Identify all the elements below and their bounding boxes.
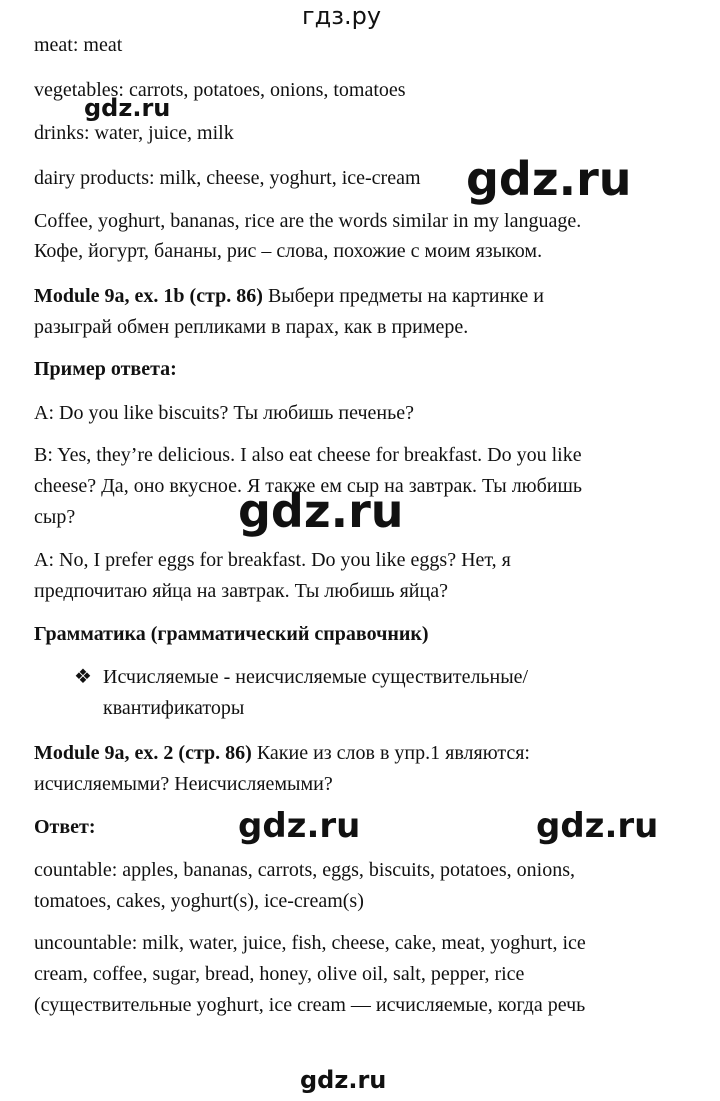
watermark: gdz.ru (84, 94, 171, 122)
answer-heading: Ответ: (34, 816, 96, 838)
answer-countable: countable: apples, bananas, carrots, eggs, biscuits, potatoes, onions, tomatoes, cakes, yoghurt(s), ice-cream(s) (34, 859, 575, 912)
grammar-heading: Грамматика (грамматический справочник) (34, 623, 429, 645)
watermark: gdz.ru (536, 806, 659, 846)
dialogue-a2: A: No, I prefer eggs for breakfast. Do you like eggs? Нет, я предпочитаю яйца на завтрак. Ты любишь яйца? (34, 549, 511, 602)
watermark: gdz.ru (238, 806, 361, 846)
dialogue-b1: B: Yes, they’re delicious. I also eat cheese for breakfast. Do you like cheese? Да, оно вкусное. Я также ем сыр на завтрак. Ты любишь сыр? (34, 444, 583, 528)
diamond-bullet-icon: ❖ (74, 666, 92, 688)
line-drinks: drinks: water, juice, milk (34, 122, 234, 144)
task-2-text: Какие из слов в упр.1 являются: исчисляемыми? Неисчисляемыми? (34, 742, 530, 795)
task-1b-text: Выбери предметы на картинке и разыграй обмен репликами в парах, как в примере. (34, 285, 544, 338)
task-2 (34, 738, 694, 800)
line-meat: meat: meat (34, 34, 123, 56)
line-dairy: dairy products: milk, cheese, yoghurt, ice-cream (34, 167, 421, 189)
task-1b-label: Module 9a, ex. 1b (стр. 86) (34, 285, 263, 307)
example-heading: Пример ответа: (34, 358, 177, 380)
line-vegetables: vegetables: carrots, potatoes, onions, tomatoes (34, 79, 406, 101)
site-header: гдз.ру (302, 2, 382, 30)
dialogue-a1: A: Do you like biscuits? Ты любишь печенье? (34, 402, 414, 424)
watermark: gdz.ru (238, 484, 404, 538)
watermark: gdz.ru (466, 152, 632, 206)
task-2-label: Module 9a, ex. 2 (стр. 86) (34, 742, 252, 764)
line-similar-en: Coffee, yoghurt, bananas, rice are the words similar in my language. (34, 210, 582, 232)
task-1b (34, 281, 694, 343)
answer-uncountable: uncountable: milk, water, juice, fish, cheese, cake, meat, yoghurt, ice cream, coffee, sugar, bread, honey, olive oil, salt, pepper, rice (существительные yoghurt, ice cream — исчисляемые, когда речь (34, 932, 586, 1016)
grammar-item: Исчисляемые - неисчисляемые существительные/ квантификаторы (103, 666, 529, 719)
line-similar-ru: Кофе, йогурт, бананы, рис – слова, похожие с моим языком. (34, 240, 543, 262)
watermark: gdz.ru (300, 1066, 387, 1094)
